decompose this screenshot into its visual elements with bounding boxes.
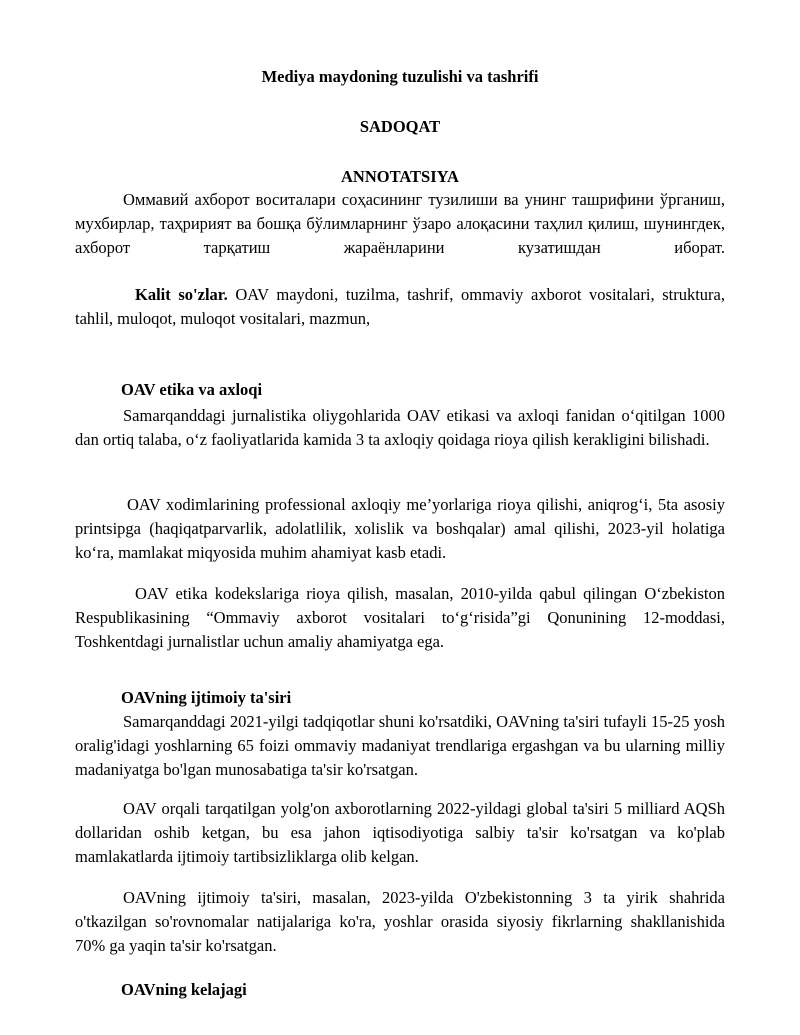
section-heading-ethics: OAV etika va axloqi: [121, 380, 263, 399]
annotation-paragraph: Оммавий ахборот воситалари соҳасининг тузилиши ва унинг ташрифини ўрганиш, мухбирлар, таҳририят ва бошқа бўлимларнинг ўзаро алоқасини таҳлил қилиш, шунингдек, ахборот тарқатиш жараёнларини кузатишдан иборат.: [75, 190, 725, 257]
document-author: SADOQAT: [359, 117, 441, 136]
paragraph: OAV xodimlarining professional axloqiy me’yorlariga rioya qilishi, aniqrog‘i, 5ta asosiy printsipga (haqiqatparvarlik, adolatlilik, xolislik va boshqalar) amal qilishi, 2023-yil holatiga ko‘ra, mamlakat miqyosida muhim ahamiyat kasb etadi.: [75, 495, 725, 562]
paragraph: OAV orqali tarqatilgan yolg'on axborotlarning 2022-yildagi global ta'siri 5 milliard AQSh dollaridan oshib ketgan, bu esa jahon iqtisodiyotiga salbiy ta'sir ko'rsatgan va ko'plab mamlakatlarda ijtimoiy tartibsizliklarga olib kelgan.: [75, 799, 725, 866]
paragraph: Samarqanddagi jurnalistika oliygohlarida OAV etikasi va axloqi fanidan o‘qitilgan 1000 dan ortiq talaba, o‘z faoliyatlarida kamida 3 ta axloqiy qoidaga rioya qilish kerakligini bilishadi.: [75, 406, 725, 449]
paragraph: OAV etika kodekslariga rioya qilish, masalan, 2010-yilda qabul qilingan O‘zbekiston Respublikasining “Ommaviy axborot vositalari to‘g‘risida”gi Qonunining 12-moddasi, Toshkentdagi jurnalistlar uchun amaliy ahamiyatga ega.: [75, 584, 725, 651]
document-title: Mediya maydoning tuzulishi va tashrifi: [261, 67, 539, 86]
keywords-paragraph: [75, 283, 725, 331]
section-heading-future: OAVning kelajagi: [121, 980, 247, 999]
paragraph: OAVning ijtimoiy ta'siri, masalan, 2023-yilda O'zbekistonning 3 ta yirik shahrida o'tkazilgan so'rovnomalar natijalariga ko'ra, yoshlar orasida siyosiy fikrlarning shakllanishida 70% ga yaqin ta'sir ko'rsatgan.: [75, 888, 725, 955]
section-heading-social-impact: OAVning ijtimoiy ta'siri: [121, 688, 292, 707]
annotation-heading: ANNOTATSIYA: [341, 167, 459, 186]
keywords-label: Kalit so'zlar.: [135, 285, 228, 304]
paragraph: Samarqanddagi 2021-yilgi tadqiqotlar shuni ko'rsatdiki, OAVning ta'siri tufayli 15-25 yosh oralig'idagi yoshlarning 65 foizi ommaviy madaniyat trendlariga ergashgan va bu ularning milliy madaniyatga bo'lgan munosabatiga ta'sir ko'rsatgan.: [75, 712, 725, 779]
keywords-text: OAV maydoni, tuzilma, tashrif, ommaviy axborot vositalari, struktura, tahlil, muloqot, muloqot vositalari, mazmun,: [75, 285, 725, 328]
